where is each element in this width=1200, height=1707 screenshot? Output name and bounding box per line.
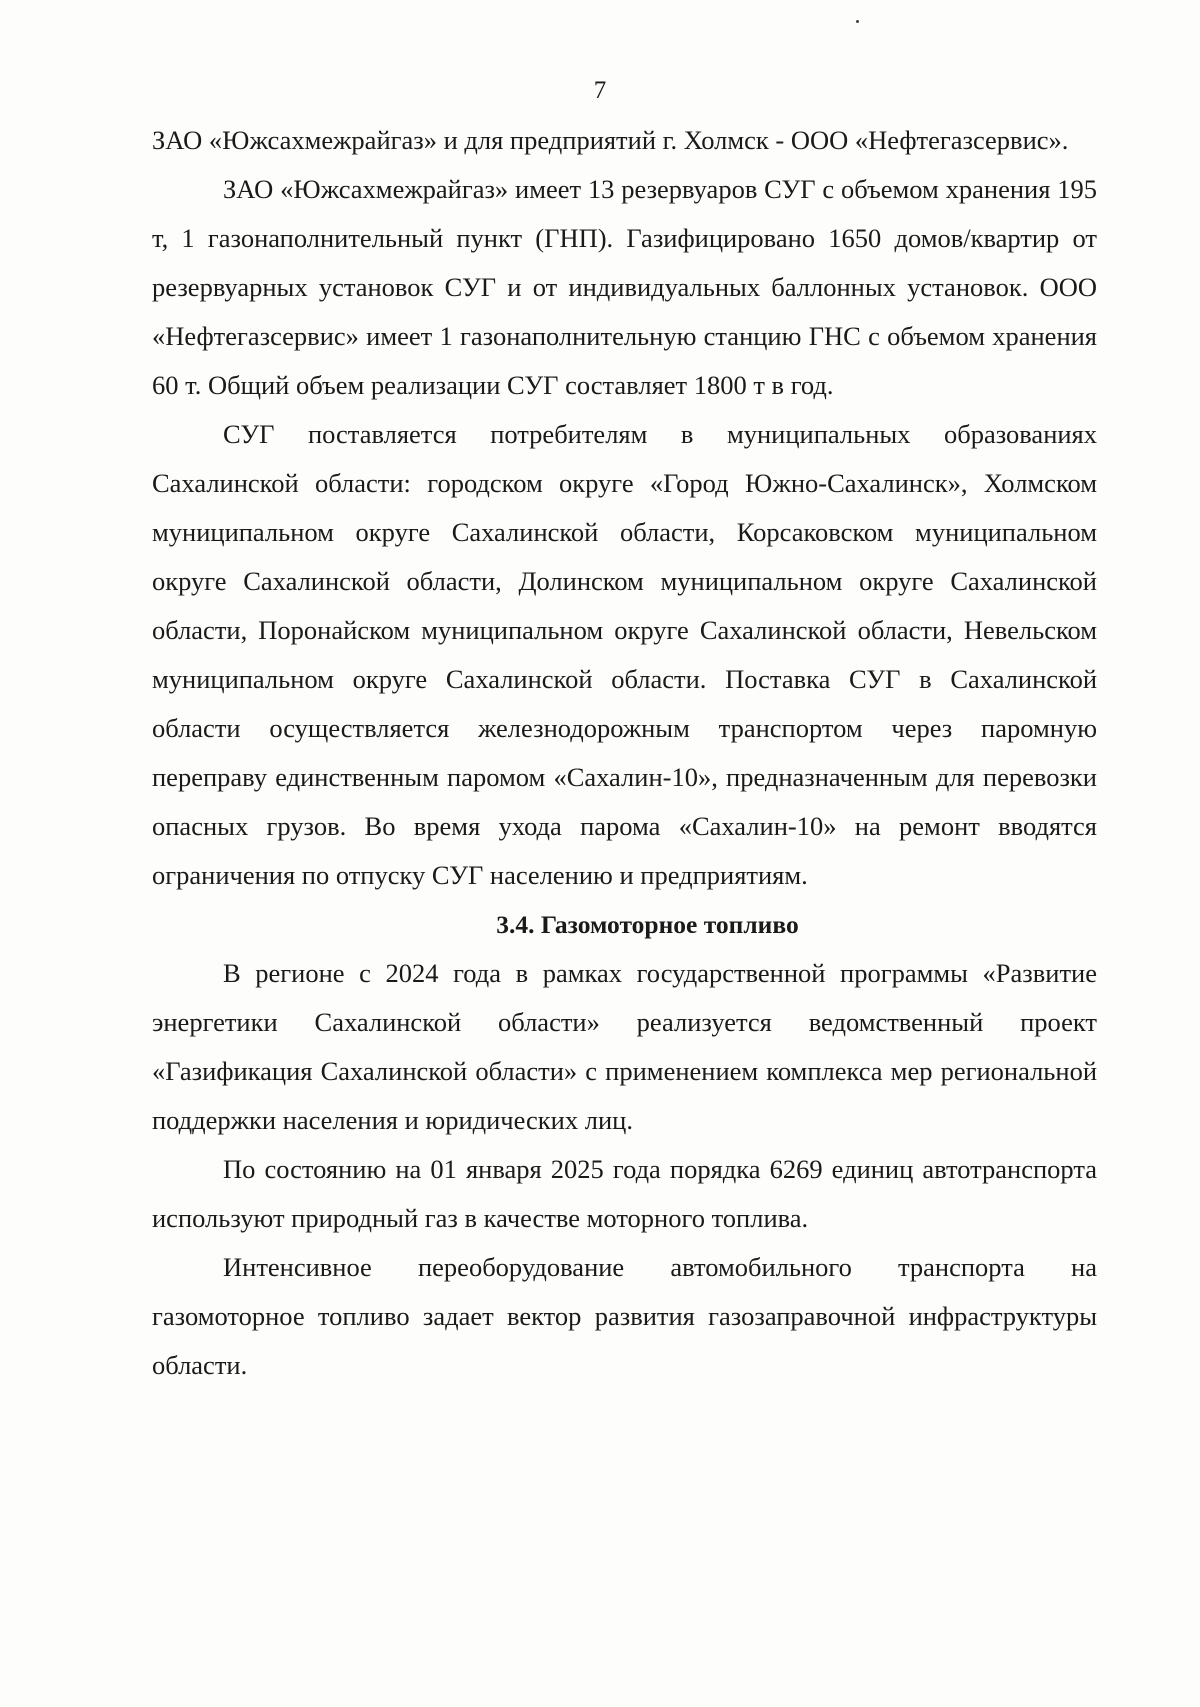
paragraph-lpg-storage: ЗАО «Южсахмежрайгаз» имеет 13 резервуаров СУГ с объемом хранения 195 т, 1 газонаполнительный пункт (ГНП). Газифицировано 1650 домов/квартир от резервуарных установок СУГ и от индивидуальных баллонных установок. ООО «Нефтегазсервис» имеет 1 газонаполнительную станцию ГНС с объемом хранения 60 т. Общий объем реализации СУГ составляет 1800 т в год. (152, 174, 1097, 400)
paragraph-infrastructure: Интенсивное переоборудование автомобильного транспорта на газомоторное топливо задает вектор развития газозаправочной инфраструктуры области. (152, 1252, 1097, 1380)
scan-speck (856, 20, 859, 23)
section-heading: 3.4. Газомоторное топливо (496, 910, 799, 939)
document-body (152, 116, 1097, 1390)
paragraph-lpg-supply: СУГ поставляется потребителям в муниципальных образованиях Сахалинской области: городском округе «Город Южно-Сахалинск», Холмском муниципальном округе Сахалинской области, Корсаковском муниципальном округе Сахалинской области, Долинском муниципальном округе Сахалинской области, Поронайском муниципальном округе Сахалинской области, Невельском муниципальном округе Сахалинской области. Поставка СУГ в Сахалинской области осуществляется железнодорожным транспортом через паромную переправу единственным паромом «Сахалин-10», предназначенным для перевозки опасных грузов. Во время ухода парома «Сахалин-10» на ремонт вводятся ограничения по отпуску СУГ населению и предприятиям. (152, 419, 1097, 890)
paragraph-continuation: ЗАО «Южсахмежрайгаз» и для предприятий г. Холмск - ООО «Нефтегазсервис». (152, 125, 1069, 155)
paragraph-gas-program: В регионе с 2024 года в рамках государственной программы «Развитие энергетики Сахалинской области» реализуется ведомственный проект «Газификация Сахалинской области» с применением комплекса мер региональной поддержки населения и юридических лиц. (152, 958, 1097, 1135)
paragraph-vehicle-count: По состоянию на 01 января 2025 года порядка 6269 единиц автотранспорта используют природный газ в качестве моторного топлива. (152, 1154, 1097, 1233)
page-number: 7 (593, 77, 607, 104)
